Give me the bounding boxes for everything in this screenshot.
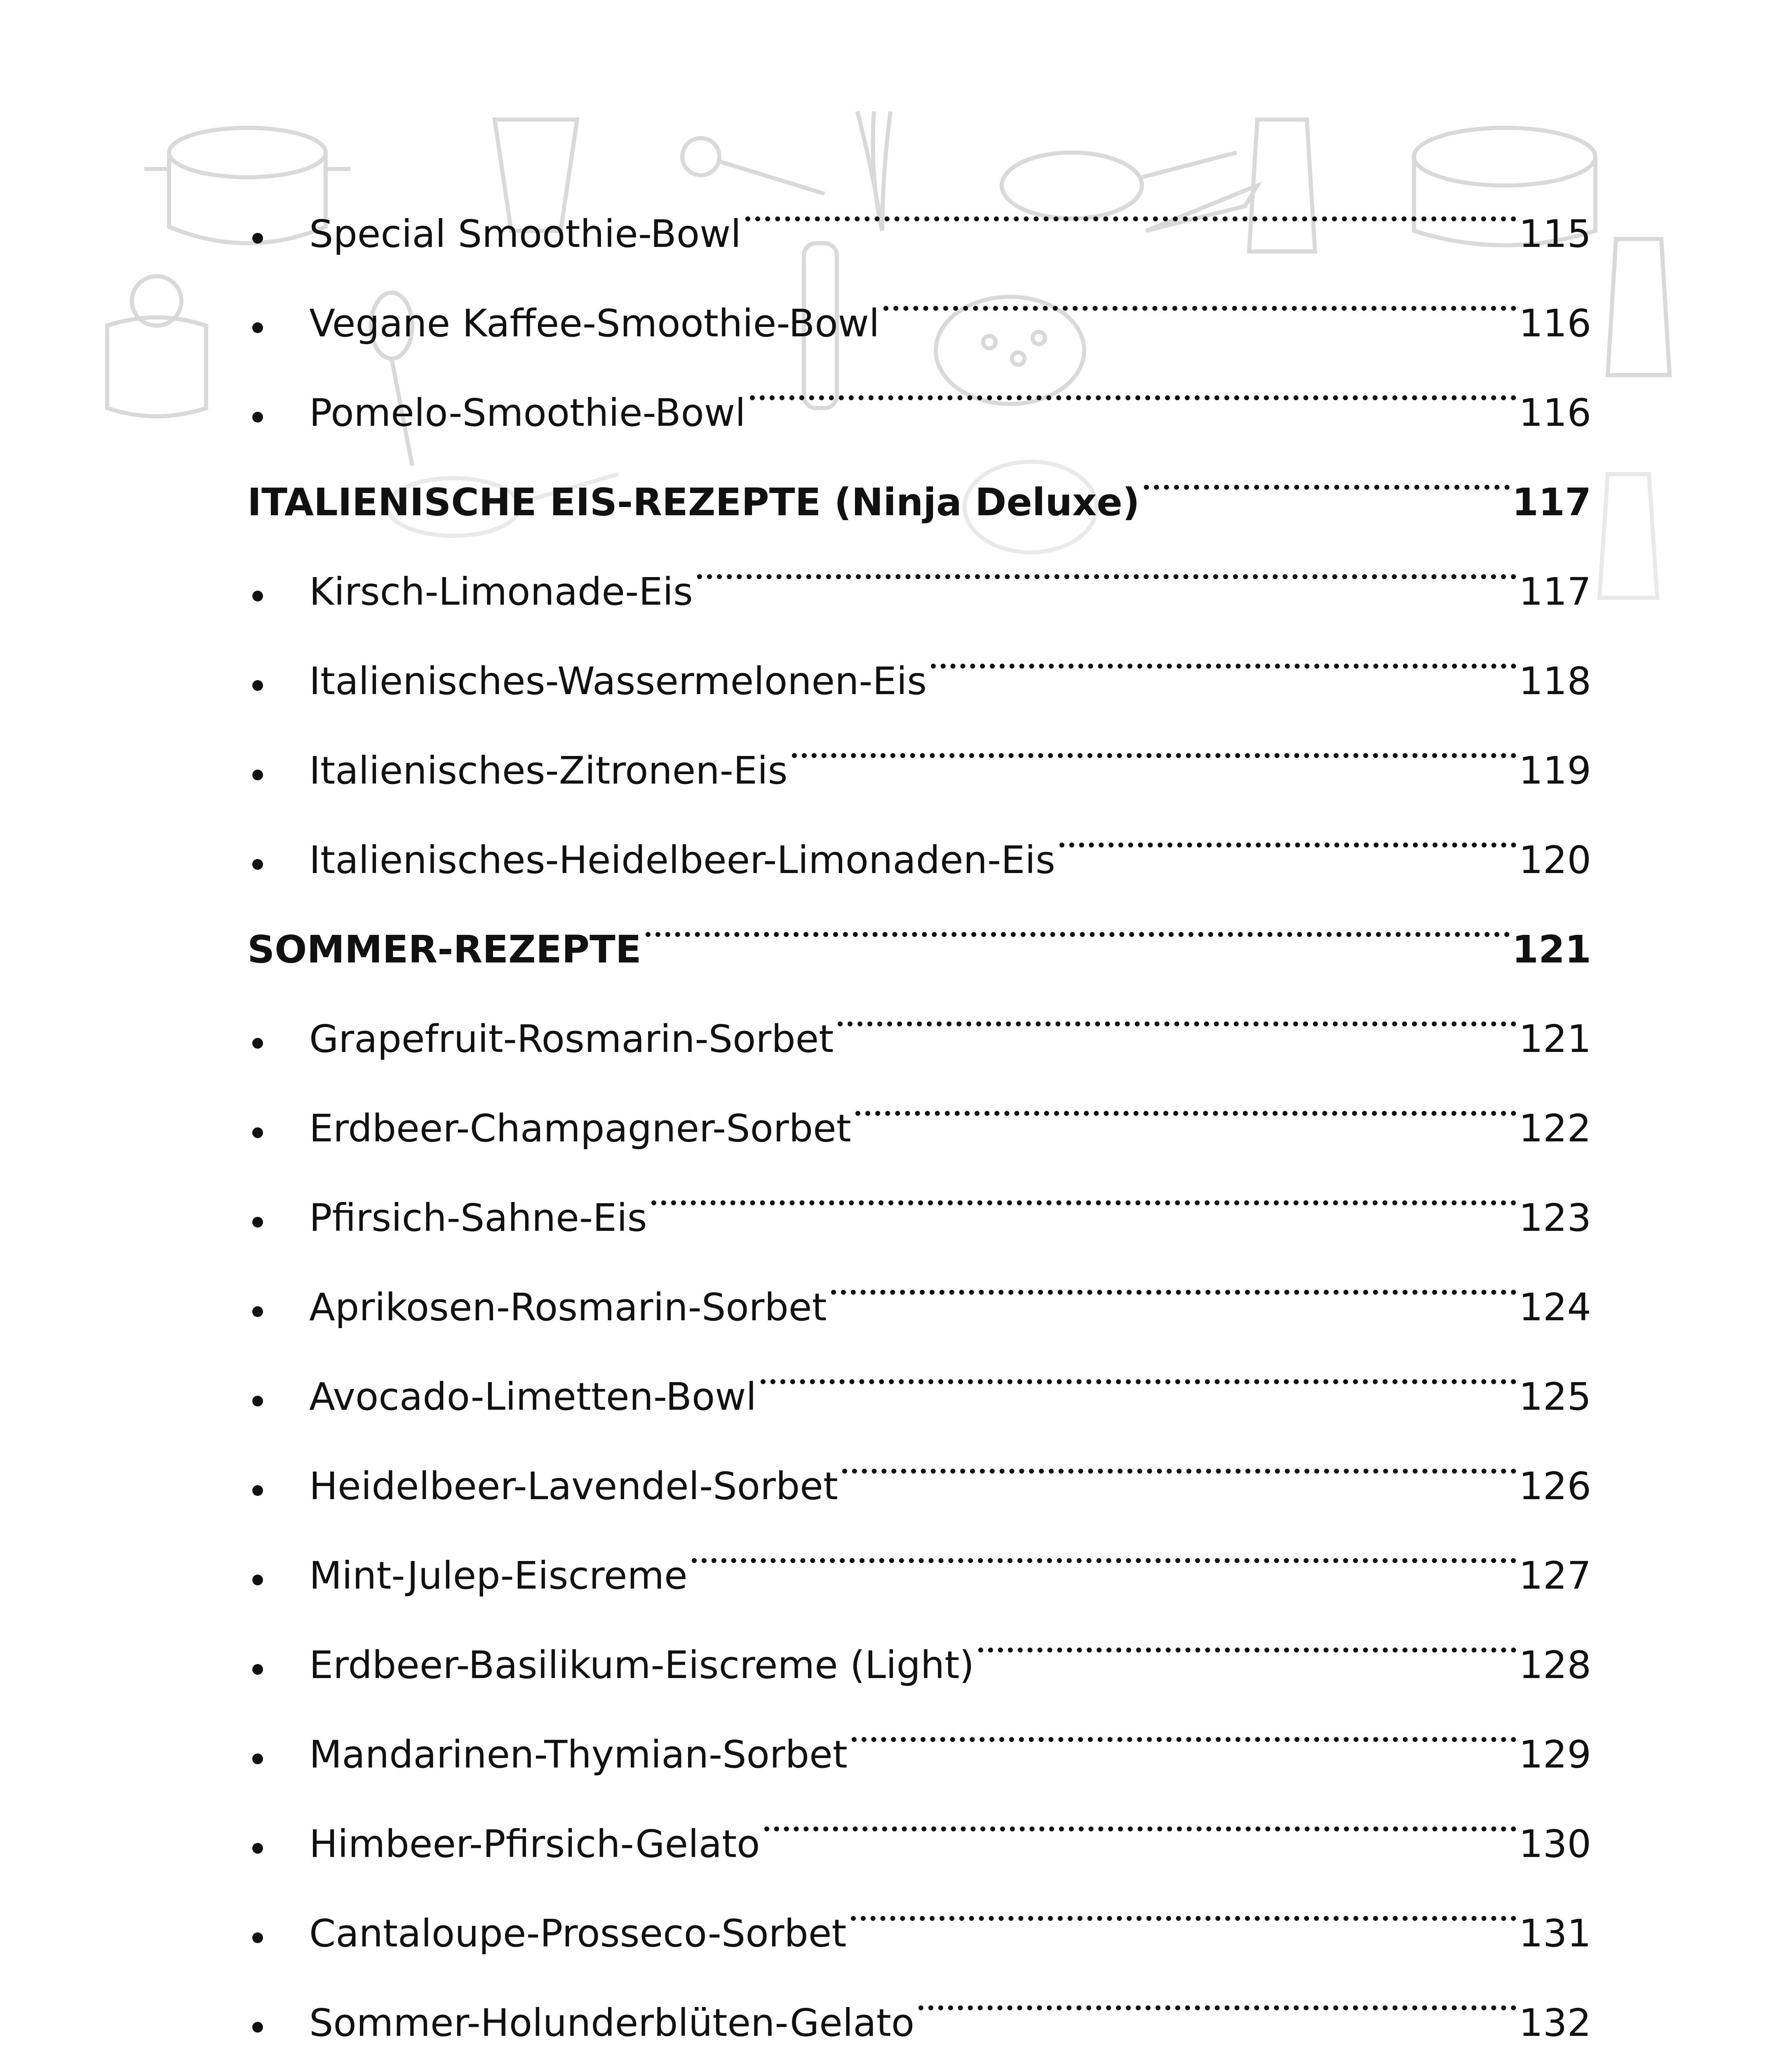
dot-leader: [978, 1589, 1516, 1678]
toc-title: ITALIENISCHE EIS-REZEPTE (Ninja Deluxe): [247, 480, 1140, 524]
toc-title: Italienisches-Zitronen-Eis: [309, 749, 788, 793]
toc-title: Erdbeer-Basilikum-Eiscreme (Light): [309, 1643, 975, 1687]
dot-leader: [792, 694, 1517, 784]
dot-leader: [745, 157, 1516, 247]
toc-title: Sommer-Holunderblüten-Gelato: [309, 2001, 915, 2045]
dot-leader: [852, 1678, 1517, 1768]
toc-title: SOMMER-REZEPTE: [247, 927, 641, 972]
dot-leader: [761, 1320, 1516, 1410]
toc-title: Himbeer-Pfirsich-Gelato: [309, 1822, 760, 1866]
dot-leader: [646, 873, 1510, 962]
dot-leader: [697, 515, 1516, 605]
dot-leader: [1144, 426, 1510, 515]
toc-page-number: 118: [1519, 659, 1591, 703]
toc-page-number: 128: [1519, 1643, 1591, 1687]
dot-leader: [764, 1768, 1517, 1857]
toc-title: Heidelbeer-Lavendel-Sorbet: [309, 1464, 838, 1508]
toc-title: Italienisches-Heidelbeer-Limonaden-Eis: [309, 838, 1055, 882]
toc-page-number: 131: [1519, 1911, 1591, 1955]
toc-title: Cantaloupe-Prosseco-Sorbet: [309, 1911, 847, 1955]
toc-page-number: 122: [1519, 1106, 1591, 1150]
grater-icon: [1608, 239, 1670, 375]
toc-page-number: 121: [1512, 927, 1591, 972]
toc-entry[interactable]: [247, 157, 1591, 256]
dot-leader: [692, 1499, 1517, 1589]
toc-page-number: 129: [1519, 1732, 1591, 1777]
toc-title: Italienisches-Wassermelonen-Eis: [309, 659, 927, 703]
toc-title: Special Smoothie-Bowl: [309, 212, 741, 256]
toc-page-number: 132: [1519, 2001, 1591, 2045]
dot-leader: [851, 1857, 1517, 1946]
dot-leader: [1059, 784, 1516, 873]
toc-page-number: 125: [1519, 1375, 1591, 1419]
toc-title: Grapefruit-Rosmarin-Sorbet: [309, 1017, 834, 1061]
toc-page-number: 130: [1519, 1822, 1591, 1866]
toc-page-number: 126: [1519, 1464, 1591, 1508]
toc-page-number: 123: [1519, 1196, 1591, 1240]
toc-page-number: 124: [1519, 1285, 1591, 1329]
toc-title: Kirsch-Limonade-Eis: [309, 570, 693, 614]
toc-title: Avocado-Limetten-Bowl: [309, 1375, 757, 1419]
toc-title: Erdbeer-Champagner-Sorbet: [309, 1106, 851, 1150]
toc-page-number: 120: [1519, 838, 1591, 882]
toc-title: Mint-Julep-Eiscreme: [309, 1554, 688, 1598]
dot-leader: [831, 1231, 1517, 1320]
dot-leader: [842, 1410, 1516, 1499]
toc-page-number: 117: [1519, 570, 1591, 614]
toc-title: Aprikosen-Rosmarin-Sorbet: [309, 1285, 827, 1329]
dot-leader: [750, 336, 1517, 426]
toc-page-number: 121: [1519, 1017, 1591, 1061]
dot-leader: [651, 1141, 1517, 1231]
dot-leader: [931, 605, 1516, 694]
toc-page-number: 117: [1512, 480, 1591, 524]
toc-title: Vegane Kaffee-Smoothie-Bowl: [309, 301, 880, 345]
dot-leader: [838, 962, 1516, 1052]
toc-title: Mandarinen-Thymian-Sorbet: [309, 1732, 848, 1777]
grater-icon: [1599, 474, 1657, 598]
toc-page-number: 127: [1519, 1554, 1591, 1598]
toc-page-number: 115: [1519, 212, 1591, 256]
dot-leader: [855, 1052, 1517, 1141]
pot-with-lid-icon: [107, 276, 206, 416]
table-of-contents: [247, 157, 1591, 2061]
toc-title: Pomelo-Smoothie-Bowl: [309, 391, 746, 435]
toc-page-number: 116: [1519, 391, 1591, 435]
toc-title: Pfirsich-Sahne-Eis: [309, 1196, 647, 1240]
dot-leader: [918, 1946, 1516, 2036]
dot-leader: [677, 2036, 1516, 2061]
toc-page-number: 116: [1519, 301, 1591, 345]
toc-page-number: 119: [1519, 749, 1591, 793]
dot-leader: [883, 247, 1516, 336]
